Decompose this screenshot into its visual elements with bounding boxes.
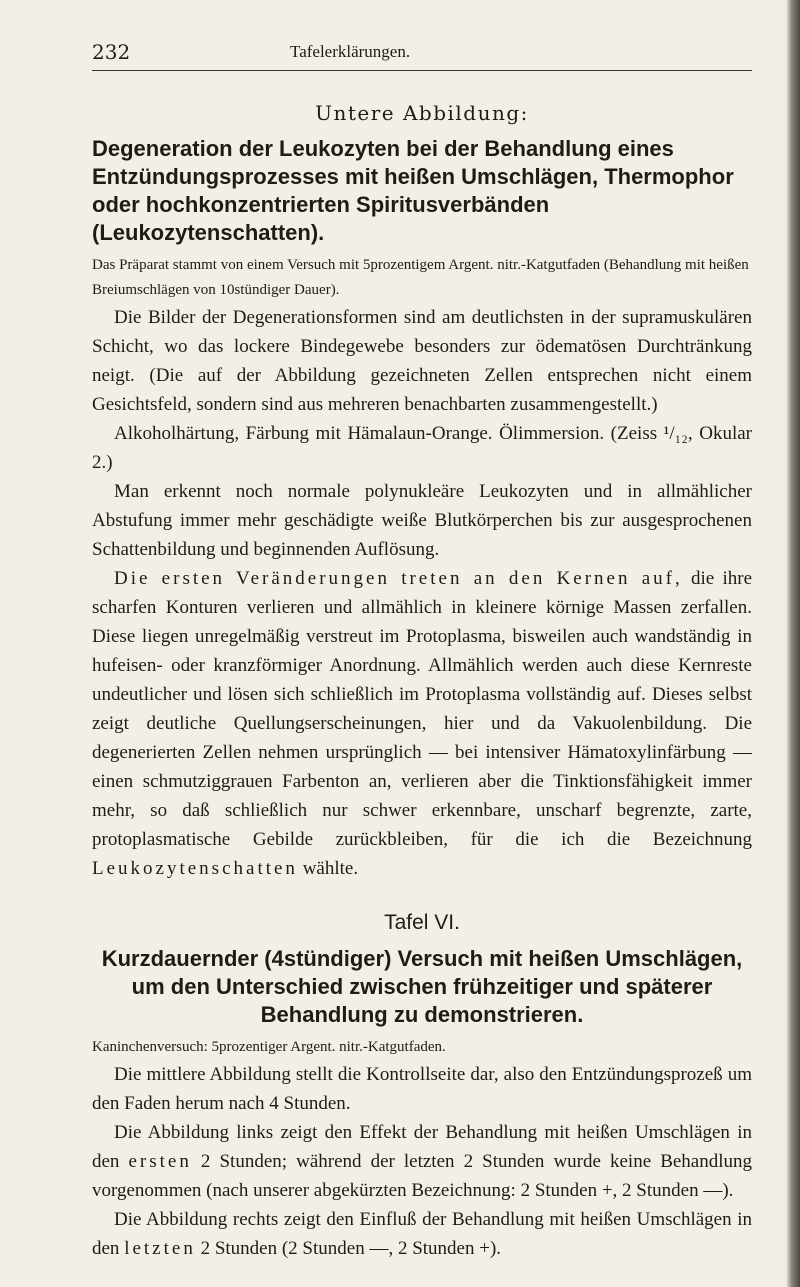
running-head: Tafelerklärungen. — [290, 42, 411, 61]
tafel-paragraph-2 — [92, 1118, 752, 1205]
term-leukozytenschatten: Leukozytenschatten — [92, 858, 298, 879]
tafel-note: Kaninchenversuch: 5prozentiger Argent. nitr.-Katgutfaden. — [92, 1039, 446, 1055]
upper-paragraph-4 — [92, 564, 752, 883]
upper-paragraph-3: Man erkennt noch normale polynukleäre Leukozyten und in allmählicher Abstufung immer mehr geschädigte weiße Blutkörperchen bis zur ausgesprochenen Schattenbildung und beginnenden Auflösung. — [92, 481, 752, 560]
tafel-title: Kurzdauernder (4stündiger) Versuch mit heißen Umschlägen, um den Unterschied zwischen frühzeitiger und späterer Behandlung zu demonstrieren. — [101, 946, 743, 1027]
emphasis-text: ersten — [128, 1151, 192, 1172]
emphasis-text: letzten — [124, 1238, 196, 1259]
upper-paragraph-2: Alkoholhärtung, Färbung mit Hämalaun-Orange. Ölimmersion. (Zeiss ¹/₁₂, Okular 2.) — [92, 423, 752, 473]
page-edge-shadow — [786, 0, 800, 1287]
tafel-paragraph-3 — [92, 1205, 752, 1263]
paragraph-text: Die Abbildung rechts zeigt den Einfluß der Behandlung mit heißen Umschlägen in den — [92, 1209, 752, 1259]
page-header — [92, 40, 752, 71]
paragraph-text-end: 2 Stunden (2 Stunden —, 2 Stunden +). — [195, 1238, 502, 1259]
paragraph-text-end: wählte. — [297, 858, 359, 879]
section-label: Untere Abbildung: — [315, 101, 529, 125]
paragraph-text: die ihre scharfen Konturen verlieren und allmählich in kleinere körnige Massen zerfallen. Diese liegen unregelmäßig verstreut im Protoplasma, bisweilen auch wandständig in hufeisen- oder kranzförmiger Anordnung. Allmählich werden auch diese Kernreste undeutlicher und lösen sich schließlich im Protoplasma vollständig auf. Dieses selbst zeigt deutliche Quellungserscheinungen, hier und da Vakuolenbildung. Die degenerierten Zellen nehmen ursprünglich — bei intensiver Hämatoxylinfärbung — einen schmutziggrauen Farbenton an, verlieren aber die Tinktionsfähigkeit immer mehr, so daß schließlich nur schwer erkennbare, unscharf begrenzte, zarte, protoplasmatische Gebilde zurückbleiben, für die ich die Bezeichnung — [92, 568, 752, 850]
book-page — [92, 40, 752, 1263]
page-number: 232 — [92, 40, 131, 64]
upper-title: Degeneration der Leukozyten bei der Behandlung eines Entzündungsprozesses mit heißen Umschlägen, Thermophor oder hochkonzentrierten Spiritusverbänden (Leukozytenschatten). — [92, 136, 734, 245]
paragraph-text: Die Abbildung links zeigt den Effekt der Behandlung mit heißen Umschlägen in den — [92, 1122, 752, 1172]
tafel-label: Tafel VI. — [384, 911, 460, 934]
paragraph-text-end: 2 Stunden; während der letzten 2 Stunden wurde keine Behandlung vorgenommen (nach unserer abgekürzten Bezeichnung: 2 Stunden +, 2 Stunden —). — [92, 1151, 753, 1201]
upper-note: Das Präparat stammt von einem Versuch mit 5prozentigem Argent. nitr.-Katgutfaden (Behandlung mit heißen Breiumschlägen von 10stündiger Dauer). — [92, 257, 749, 298]
emphasis-text: Die ersten Veränderungen treten an den Kernen auf, — [114, 568, 683, 589]
upper-paragraph-1: Die Bilder der Degenerationsformen sind am deutlichsten in der supramuskulären Schicht, wo das lockere Bindegewebe besonders zur ödematösen Durchtränkung neigt. (Die auf der Abbildung gezeichneten Zellen entsprechen nicht einem Gesichtsfeld, sondern sind aus mehreren benachbarten zusammengestellt.) — [92, 307, 752, 415]
tafel-paragraph-1: Die mittlere Abbildung stellt die Kontrollseite dar, also den Entzündungsprozeß um den Faden herum nach 4 Stunden. — [92, 1064, 752, 1114]
